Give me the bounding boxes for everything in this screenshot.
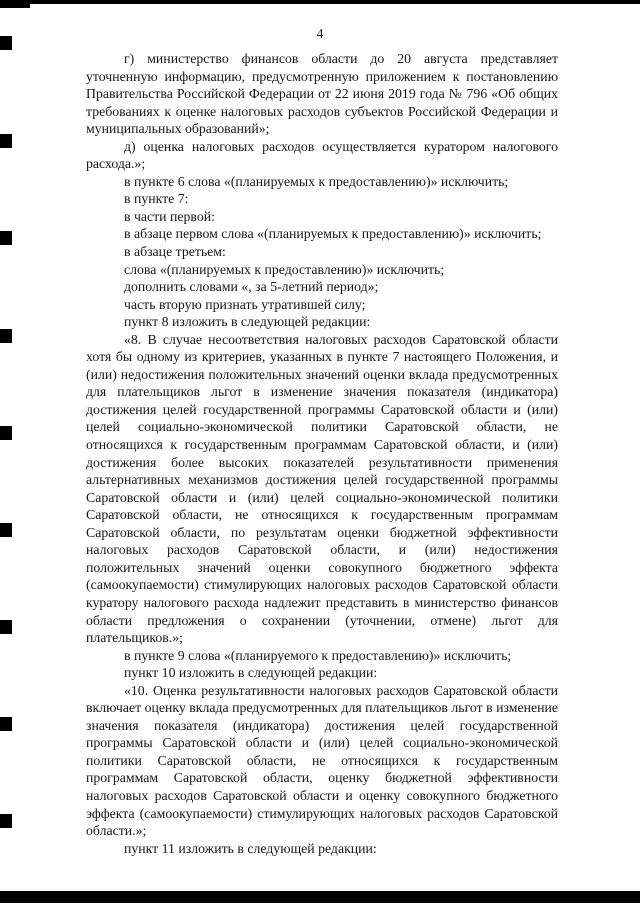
scan-artifact-left-mark — [0, 814, 12, 828]
paragraph: в пункте 7: — [124, 191, 189, 207]
paragraph: в части первой: — [124, 208, 215, 224]
paragraph: в пункте 9 слова «(планируемого к предоставлению)» исключить; — [124, 647, 512, 663]
document-body — [86, 50, 558, 857]
paragraph: в абзаце первом слова «(планируемых к предоставлению)» исключить; — [124, 226, 542, 242]
scan-artifact-top-left — [0, 0, 30, 8]
scan-artifact-left-mark — [0, 523, 12, 537]
paragraph: пункт 10 изложить в следующей редакции: — [124, 665, 378, 681]
scan-artifact-left-mark — [0, 620, 12, 634]
paragraph: слова «(планируемых к предоставлению)» исключить; — [124, 261, 445, 277]
paragraph: «10. Оценка результативности налоговых расходов Саратовской области включает оценку вклада предусмотренных для плательщиков льгот в изменение значения показателя (индикатора) достижения целей государственной программы Саратовской области и (или) целей социально-экономической политики Саратовской области, не относящихся к государственным программам Саратовской области, оценку бюджетной эффективности налоговых расходов Саратовской области и оценку совокупного бюджетного эффекта (самоокупаемости) стимулирующих налоговых расходов Саратовской области.»; — [86, 682, 558, 839]
scan-artifact-left-mark — [0, 231, 12, 245]
scan-artifact-bottom-bar — [0, 891, 640, 903]
paragraph: «8. В случае несоответствия налоговых расходов Саратовской области хотя бы одному из критериев, указанных в пункте 7 настоящего Положения, и (или) недостижения положительных значений оценки вклада предусмотренных для плательщиков льгот в изменение значения показателя (индикатора) достижения целей государственной программы Саратовской области и (или) целей социально-экономической политики Саратовской области, не относящихся к государственным программам Саратовской области, и (или) достижения более высоких показателей результативности применения альтернативных механизмов достижения целей государственной программы Саратовской области и (или) целей социально-экономической политики Саратовской области, не относящихся к государственным программам Саратовской области, по результатам оценки бюджетной эффективности налоговых расходов Саратовской области, и (или) недостижения положительных значений оценки совокупного бюджетного эффекта (самоокупаемости) стимулирующих налоговых расходов Саратовской области куратору налогового расхода надлежит представить в министерство финансов области предложения о сохранении (уточнении, отмене) льгот для плательщиков.»; — [86, 331, 558, 646]
paragraph: пункт 8 изложить в следующей редакции: — [124, 314, 371, 330]
scan-artifact-left-mark — [0, 717, 12, 731]
paragraph: в пункте 6 слова «(планируемых к предоставлению)» исключить; — [124, 173, 509, 189]
paragraph: часть вторую признать утратившей силу; — [124, 296, 366, 312]
paragraph: д) оценка налоговых расходов осуществляется куратором налогового расхода.»; — [86, 138, 558, 172]
paragraph: в абзаце третьем: — [124, 244, 226, 260]
paragraph: дополнить словами «, за 5-летний период»; — [124, 279, 379, 295]
paragraph: пункт 11 изложить в следующей редакции: — [124, 840, 377, 856]
scan-artifact-left-mark — [0, 329, 12, 343]
page-number: 4 — [316, 26, 324, 41]
scan-artifact-left-mark — [0, 134, 12, 148]
scan-artifact-top-bar — [0, 0, 640, 4]
scan-artifact-left-mark — [0, 426, 12, 440]
paragraph: г) министерство финансов области до 20 августа представляет уточненную информацию, предусмотренную приложением к постановлению Правительства Российской Федерации от 22 июня 2019 года № 796 «Об общих требованиях к оценке налоговых расходов субъектов Российской Федерации и муниципальных образований»; — [86, 51, 558, 137]
